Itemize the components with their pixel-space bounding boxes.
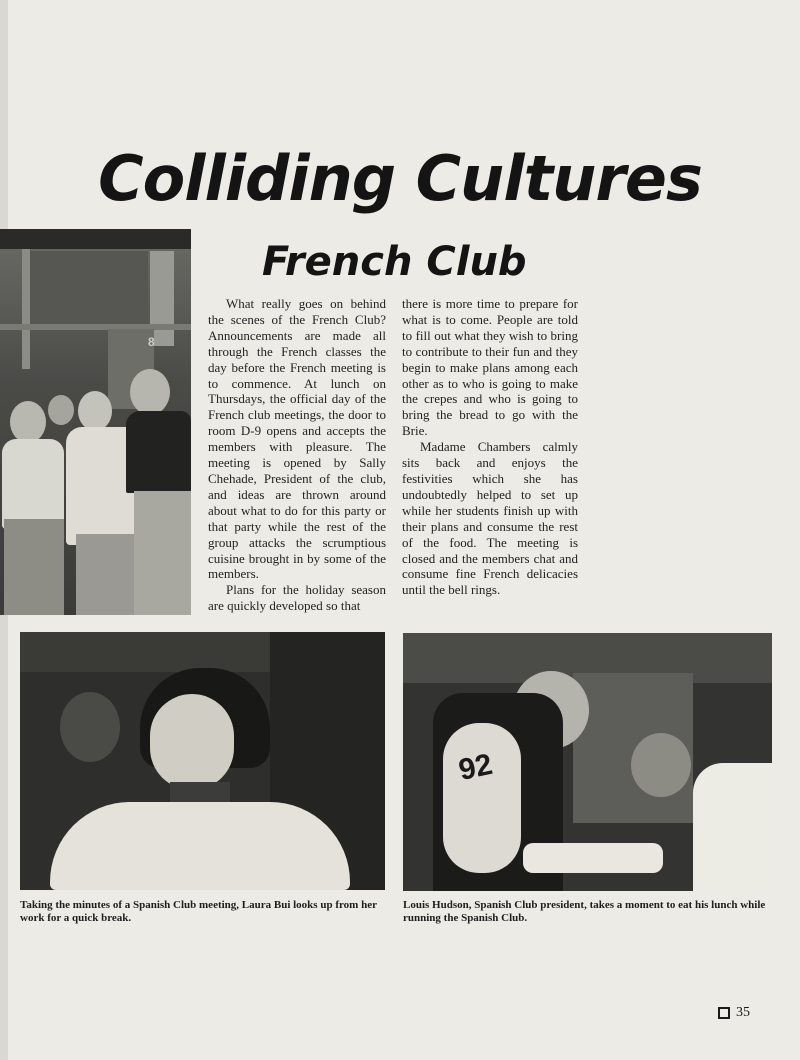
louis-hudson-photo bbox=[403, 633, 772, 891]
room-sign: 8 bbox=[148, 335, 155, 349]
jersey-number: 92 bbox=[455, 747, 496, 788]
article-column-2 bbox=[402, 296, 578, 598]
section-subtitle: French Club bbox=[262, 239, 527, 285]
article-column-1 bbox=[208, 296, 386, 614]
folio-box-icon bbox=[718, 1007, 730, 1019]
article-paragraph: What really goes on behind the scenes of the French Club? Announcements are made all through the French classes the day before the French meeting is to commence. At lunch on Thursdays, the official day of the French club meetings, the door to room D-9 opens and accepts the members with pleasure. The meeting is opened by Sally Chehade, President of the club, and ideas are thrown around about what to do for this party or that party while the rest of the group attacks the scrumptious cuisine brought in by some of the members. bbox=[208, 296, 386, 582]
page-title: Colliding Cultures bbox=[98, 142, 702, 215]
group-photo bbox=[0, 229, 191, 615]
laura-bui-photo bbox=[20, 632, 385, 890]
photo-caption-left: Taking the minutes of a Spanish Club meeting, Laura Bui looks up from her work for a quick break. bbox=[20, 899, 377, 924]
article-paragraph: there is more time to prepare for what is to come. People are told to fill out what they wish to bring to contribute to their fun and they begin to make plans among each other as to who is going to make the crepes and who is going to bring the bread to go with the Brie. bbox=[402, 296, 578, 439]
article-paragraph: Plans for the holiday season are quickly developed so that bbox=[208, 582, 386, 614]
article-paragraph: Madame Chambers calmly sits back and enjoys the festivities which she has undoubtedly helped to set up while her students finish up with their plans and consume the rest of the food. The meeting is closed and the members chat and consume fine French delicacies until the bell rings. bbox=[402, 439, 578, 598]
photo-caption-right: Louis Hudson, Spanish Club president, takes a moment to eat his lunch while running the Spanish Club. bbox=[403, 899, 766, 924]
page-folio bbox=[718, 1005, 750, 1021]
page-number: 35 bbox=[736, 1005, 750, 1020]
